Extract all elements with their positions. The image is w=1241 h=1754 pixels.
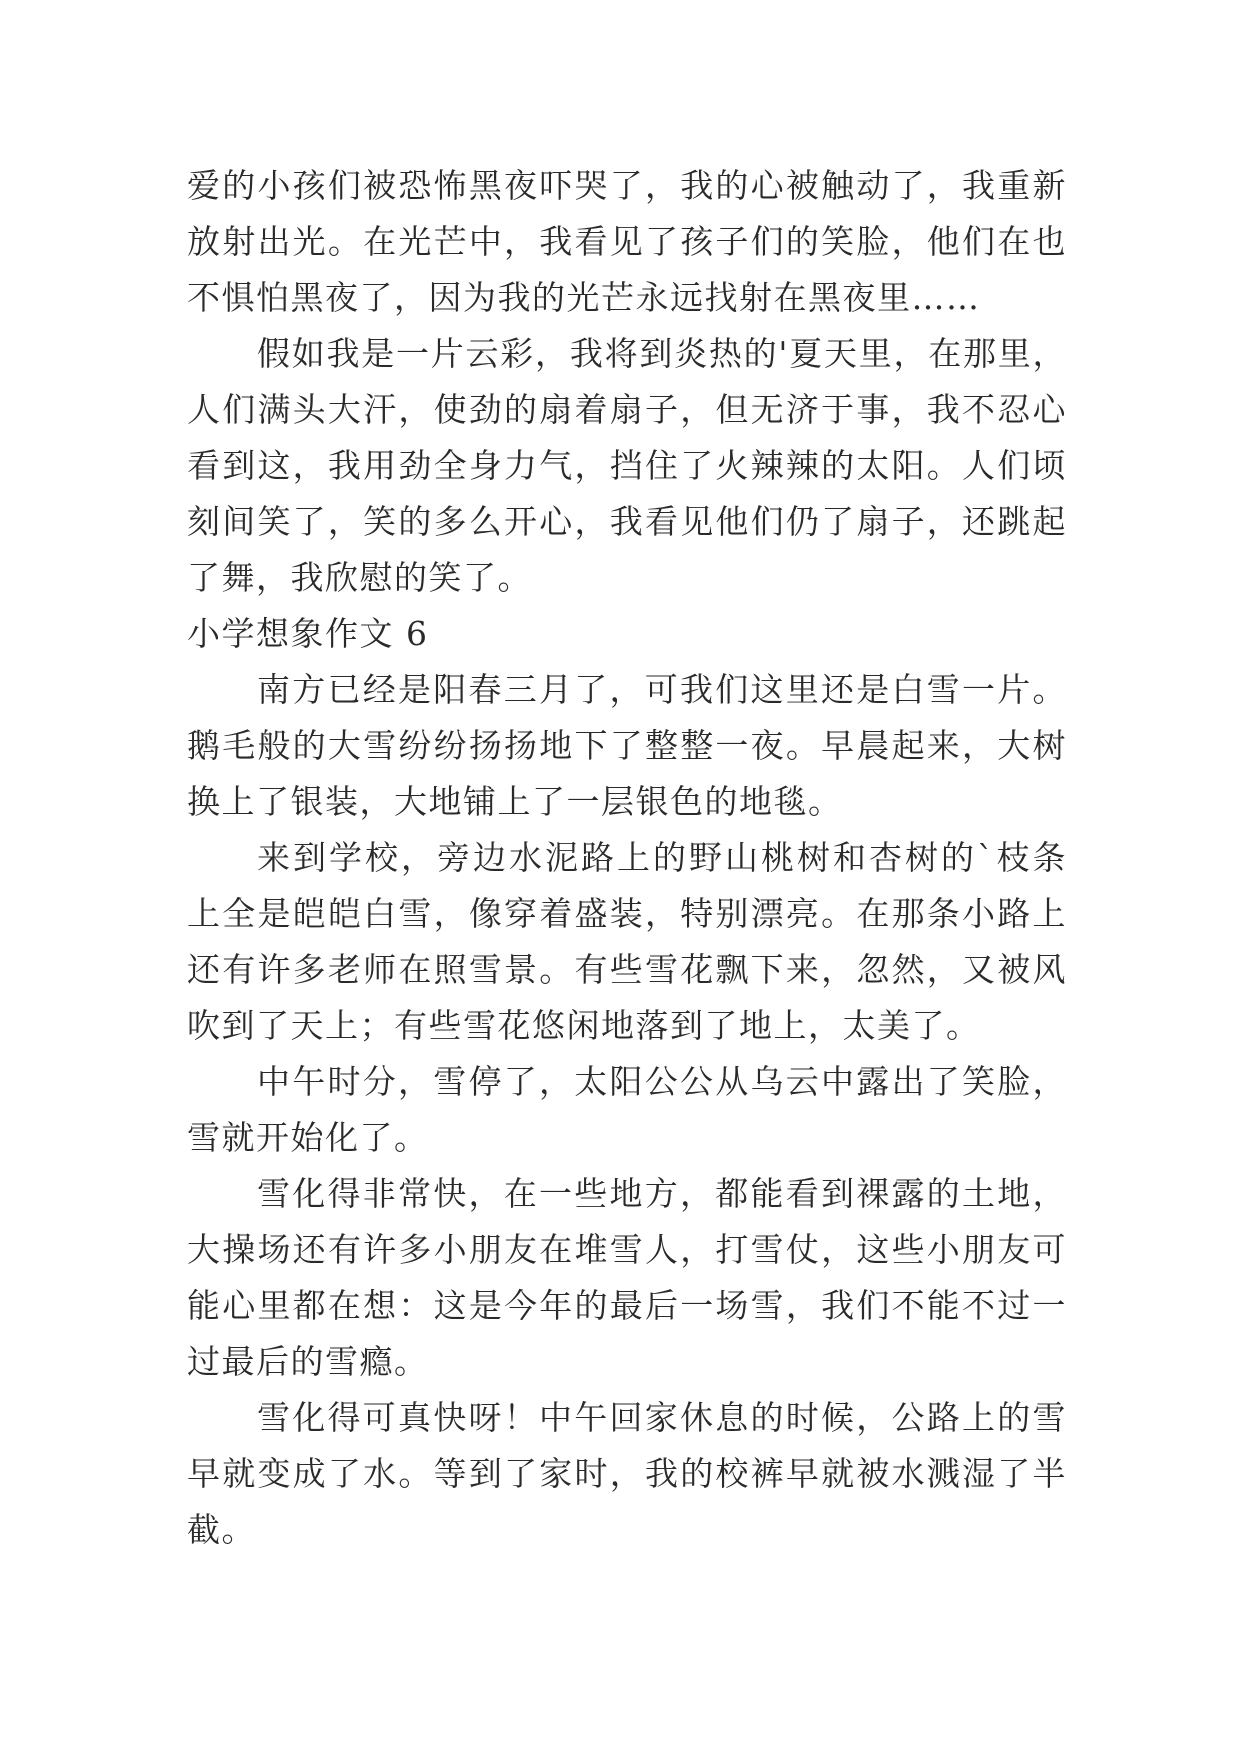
paragraph-snow-intro: 南方已经是阳春三月了，可我们这里还是白雪一片。鹅毛般的大雪纷纷扬扬地下了整整一夜。早晨起来，大树换上了银装，大地铺上了一层银色的地毯。	[187, 670, 1067, 821]
paragraph-home: 雪化得可真快呀！中午回家休息的时候，公路上的雪早就变成了水。等到了家时，我的校裤早就被水溅湿了半截。	[187, 1398, 1067, 1549]
section-heading: 小学想象作文 6	[187, 614, 429, 653]
paragraph-noon: 中午时分，雪停了，太阳公公从乌云中露出了笑脸，雪就开始化了。	[187, 1062, 1067, 1157]
paragraph-continuation: 爱的小孩们被恐怖黑夜吓哭了，我的心被触动了，我重新放射出光。在光芒中，我看见了孩子们的笑脸，他们在也不惧怕黑夜了，因为我的光芒永远找射在黑夜里……	[187, 166, 1067, 317]
paragraph-school: 来到学校，旁边水泥路上的野山桃树和杏树的`枝条上全是皑皑白雪，像穿着盛装，特别漂亮。在那条小路上还有许多老师在照雪景。有些雪花飘下来，忽然，又被风吹到了天上；有些雪花悠闲地落到了地上，太美了。	[187, 838, 1067, 1045]
paragraph-cloud: 假如我是一片云彩，我将到炎热的'夏天里，在那里，人们满头大汗，使劲的扇着扇子，但无济于事，我不忍心看到这，我用劲全身力气，挡住了火辣辣的太阳。人们顷刻间笑了，笑的多么开心，我看见他们仍了扇子，还跳起了舞，我欣慰的笑了。	[187, 334, 1067, 597]
paragraph-melting: 雪化得非常快，在一些地方，都能看到裸露的土地，大操场还有许多小朋友在堆雪人，打雪仗，这些小朋友可能心里都在想：这是今年的最后一场雪，我们不能不过一过最后的雪瘾。	[187, 1174, 1067, 1381]
document-body	[187, 158, 1067, 1558]
